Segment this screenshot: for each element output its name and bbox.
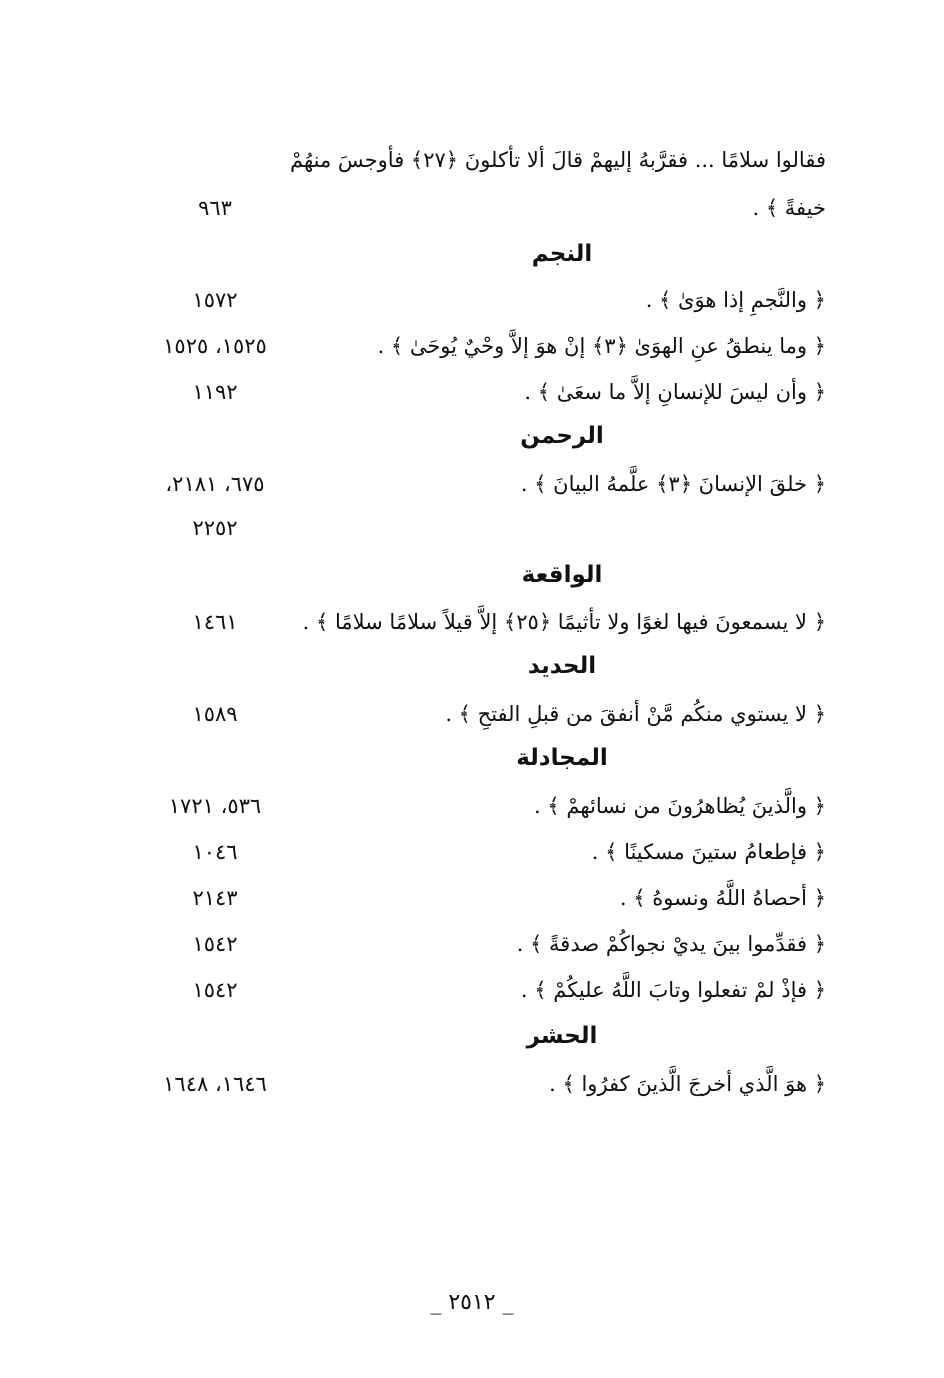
verse-row [0,876,944,920]
verse-row [0,830,944,874]
verse-row [0,1062,944,1106]
verse-row [0,370,944,414]
verse-text: ﴿ هوَ الَّذي أخرجَ الَّذينَ كفرُوا ﴾ . [549,1072,826,1096]
verse-row [0,462,944,506]
verse-text: ﴿ أحصاهُ اللَّهُ ونسوهُ ﴾ . [619,886,826,910]
verse-row [0,784,944,828]
verse-row [0,186,944,230]
reference-number: ٩٦٣ [198,196,232,220]
verse-text: ﴿ لا يسمعونَ فيها لغوًا ولا تأثيمًا ﴿٢٥﴾ إلاَّ قيلاً سلامًا سلامًا ﴾ . [302,610,826,634]
surah-heading: الواقعة [521,562,603,588]
verse-row [0,600,944,644]
verse-text: ﴿ لا يستوي منكُم مَّنْ أنفقَ من قبلِ الفتحِ ﴾ . [445,702,826,726]
verse-row [0,324,944,368]
verse-text: ﴿ والَّذينَ يُظاهرُونَ من نسائهمْ ﴾ . [534,794,826,818]
reference-number: ١٤٦١ [192,610,238,634]
verse-row [0,278,944,322]
reference-number: ١١٩٢ [192,380,238,404]
verse-text: ﴿ فإطعامُ ستينَ مسكينًا ﴾ . [591,840,826,864]
reference-number: ١٥٤٢ [192,978,238,1002]
verse-row [0,138,944,182]
verse-row [0,968,944,1012]
verse-text: ﴿ فإذْ لمْ تفعلوا وتابَ اللَّهُ عليكُمْ ﴾ . [520,978,826,1002]
verse-text: ﴿ والنَّجمِ إذا هوَىٰ ﴾ . [645,288,826,312]
verse-text: ﴿ وأن ليسَ للإنسانِ إلاَّ ما سعَىٰ ﴾ . [524,380,826,404]
reference-number: ٥٣٦، ١٧٢١ [168,794,262,818]
surah-heading: الحديد [527,653,597,679]
verse-row [0,922,944,966]
reference-number: ١٥٤٢ [192,932,238,956]
reference-number: ٢٢٥٢ [192,516,238,540]
verse-text: ﴿ خلقَ الإنسانَ ﴿٣﴾ علَّمهُ البيانَ ﴾ . [520,472,826,496]
verse-text: فقالوا سلامًا ... فقرَّبهُ إليهمْ قالَ ألا تأكلونَ ﴿٢٧﴾ فأوجسَ منهُمْ [290,148,826,172]
surah-heading: المجادلة [516,745,608,771]
reference-number: ٢١٤٣ [192,886,238,910]
page-number: _ ٢٥١٢ _ [430,1290,514,1315]
reference-number: ١٥٢٥، ١٥٢٥ [163,334,267,358]
verse-text: خيفةً ﴾ . [752,196,826,220]
surah-heading: الحشر [526,1023,598,1049]
surah-heading: النجم [531,241,593,267]
reference-number: ٦٧٥، ٢١٨١، [165,472,265,496]
verse-text: ﴿ وما ينطقُ عنِ الهوَىٰ ﴿٣﴾ إنْ هوَ إلاَّ وحْيٌ يُوحَىٰ ﴾ . [377,334,826,358]
surah-heading: الرحمن [520,423,604,449]
reference-number: ١٦٤٦، ١٦٤٨ [163,1072,267,1096]
reference-number: ١٠٤٦ [192,840,238,864]
reference-number: ١٥٨٩ [192,702,238,726]
verse-row [0,506,944,550]
reference-number: ١٥٧٢ [192,288,238,312]
verse-row [0,692,944,736]
verse-text: ﴿ فقدِّموا بينَ يديْ نجواكُمْ صدقةً ﴾ . [516,932,826,956]
